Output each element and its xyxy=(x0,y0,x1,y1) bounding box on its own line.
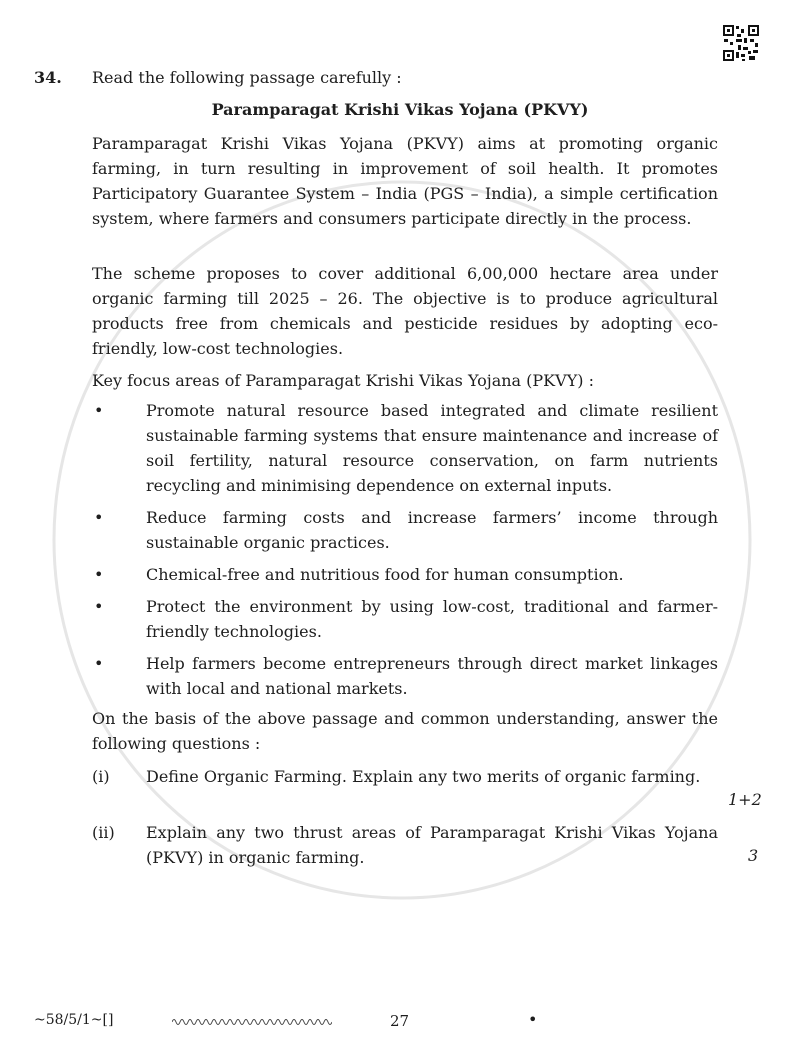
subquestion-text: Define Organic Farming. Explain any two merits of organic farming. xyxy=(146,767,701,786)
bullet-icon: • xyxy=(94,508,104,527)
passage-title: Paramparagat Krishi Vikas Yojana (PKVY) xyxy=(211,100,589,119)
marks-label: 3 xyxy=(748,846,759,865)
subquestion-2 xyxy=(92,820,718,870)
subquestion-text: Explain any two thrust areas of Paramparagat Krishi Vikas Yojana (PKVY) in organic farming. xyxy=(146,823,718,867)
question-number: 34. xyxy=(34,68,62,87)
bullet-icon: • xyxy=(94,401,104,420)
bullet-text: Chemical-free and nutritious food for human consumption. xyxy=(146,565,624,584)
footer-dot-icon: • xyxy=(528,1010,538,1029)
paper-code: ~58/5/1~[] xyxy=(34,1012,114,1028)
subquestion-number: (ii) xyxy=(92,823,115,842)
list-item xyxy=(92,505,718,555)
qr-code-icon xyxy=(722,24,760,62)
bullet-text: Protect the environment by using low-cost, traditional and farmer-friendly technologies. xyxy=(146,597,718,641)
focus-areas-heading: Key focus areas of Paramparagat Krishi Vikas Yojana (PKVY) : xyxy=(92,371,594,390)
bullet-text: Help farmers become entrepreneurs through direct market linkages with local and national markets. xyxy=(146,654,718,698)
bullet-text: Reduce farming costs and increase farmers’ income through sustainable organic practices. xyxy=(146,508,718,552)
bullet-icon: • xyxy=(94,654,104,673)
list-item xyxy=(92,651,718,701)
focus-areas-list xyxy=(92,398,718,708)
question-prompt: On the basis of the above passage and common understanding, answer the following questions : xyxy=(92,709,718,753)
list-item xyxy=(92,398,718,498)
passage-paragraph-1: Paramparagat Krishi Vikas Yojana (PKVY) aims at promoting organic farming, in turn resulting in improvement of soil health. It promotes Participatory Guarantee System – India (PGS – India), a simple certification system, where farmers and consumers participate directly in the process. xyxy=(92,134,718,228)
bullet-icon: • xyxy=(94,597,104,616)
list-item xyxy=(92,562,718,587)
subquestion-number: (i) xyxy=(92,767,110,786)
list-item xyxy=(92,594,718,644)
instruction-text: Read the following passage carefully : xyxy=(92,68,402,87)
wavy-line-icon xyxy=(172,1016,332,1028)
marks-label: 1+2 xyxy=(728,790,762,809)
page-number: 27 xyxy=(390,1012,410,1030)
subquestion-1 xyxy=(92,764,718,789)
passage-paragraph-2: The scheme proposes to cover additional 6,00,000 hectare area under organic farming till 2025 – 26. The objective is to produce agricultural products free from chemicals and pesticide residues by adopting eco-friendly, low-cost technologies. xyxy=(92,264,718,358)
bullet-text: Promote natural resource based integrated and climate resilient sustainable farming systems that ensure maintenance and increase of soil fertility, natural resource conservation, on farm nutrients recycling and minimising dependence on external inputs. xyxy=(146,401,718,495)
bullet-icon: • xyxy=(94,565,104,584)
